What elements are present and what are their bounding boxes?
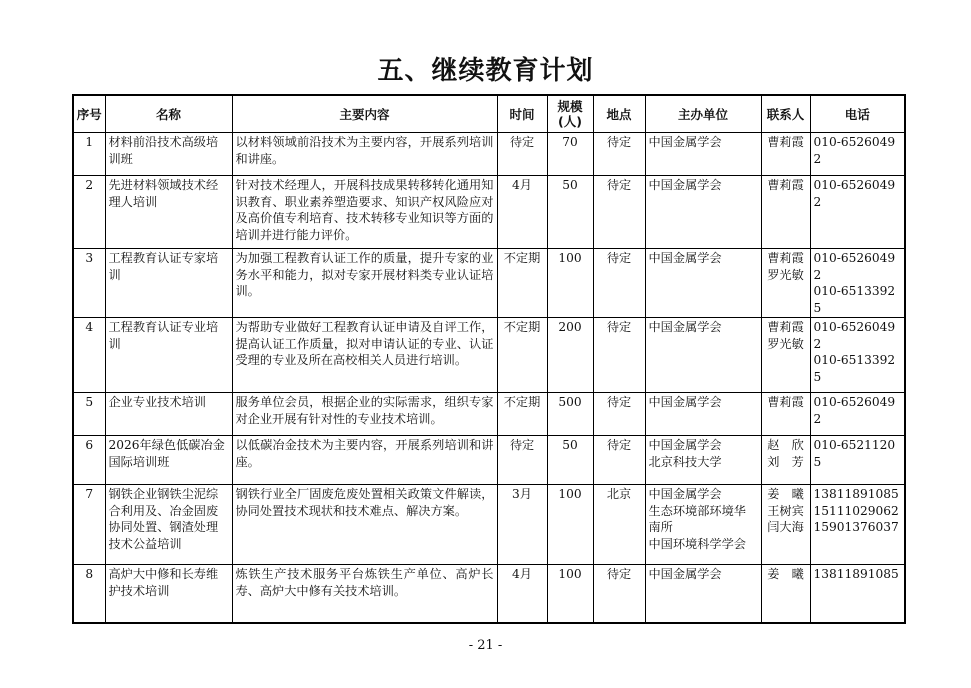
host-org-line: 中国金属学会 xyxy=(648,251,722,265)
row-number: 6 xyxy=(73,436,105,485)
contact-person-line: 曹莉霞 xyxy=(767,320,804,334)
host-org-line: 中国金属学会 xyxy=(648,320,722,334)
contact-person-line: 姜 曦 xyxy=(767,567,804,581)
training-name: 先进材料领域技术经理人培训 xyxy=(105,176,232,249)
host-org xyxy=(645,176,761,249)
phone-number-line: 010-65133925 xyxy=(813,353,896,384)
contact-person-line: 曹莉霞 xyxy=(767,395,804,409)
phone-number-line: 010-65260492 xyxy=(813,251,896,282)
place-cell: 待定 xyxy=(593,249,645,318)
main-content: 为加强工程教育认证工作的质量，提升专家的业务水平和能力，拟对专家开展材料类专业认证培训。 xyxy=(232,249,497,318)
main-content: 炼铁生产技术服务平台炼铁生产单位、高炉长寿、高炉大中修有关技术培训。 xyxy=(232,565,497,623)
header-host: 主办单位 xyxy=(645,95,761,133)
time-cell: 4月 xyxy=(497,176,547,249)
phone-number-line: 010-65260492 xyxy=(813,135,896,166)
phone-number xyxy=(810,176,905,249)
table-row xyxy=(73,436,905,485)
phone-number-line: 13811891085 xyxy=(813,567,899,581)
phone-number-line: 13811891085 xyxy=(813,487,899,501)
header-no: 序号 xyxy=(73,95,105,133)
scale-cell: 500 xyxy=(547,393,593,436)
contact-person xyxy=(761,565,810,623)
row-number: 2 xyxy=(73,176,105,249)
main-content: 针对技术经理人，开展科技成果转移转化通用知识教育、职业素养塑造要求、知识产权风险应对及高价值专利培育、技术转移专业知识等方面的培训并进行能力评价。 xyxy=(232,176,497,249)
table-row xyxy=(73,393,905,436)
contact-person-line: 曹莉霞 xyxy=(767,178,804,192)
training-name: 工程教育认证专家培训 xyxy=(105,249,232,318)
host-org-line: 生态环境部环境华南所 xyxy=(648,503,746,534)
contact-person xyxy=(761,249,810,318)
header-content: 主要内容 xyxy=(232,95,497,133)
phone-number xyxy=(810,393,905,436)
contact-person-line: 王树宾 xyxy=(767,503,804,518)
time-cell: 不定期 xyxy=(497,249,547,318)
scale-cell: 100 xyxy=(547,485,593,565)
time-cell: 待定 xyxy=(497,436,547,485)
training-name: 钢铁企业钢铁尘泥综合利用及、冶金固废协同处置、钢渣处理技术公益培训 xyxy=(105,485,232,565)
scale-cell: 100 xyxy=(547,249,593,318)
contact-person-line: 曹莉霞 xyxy=(767,135,804,149)
time-cell: 不定期 xyxy=(497,393,547,436)
table-row xyxy=(73,133,905,176)
contact-person-line: 姜 曦 xyxy=(767,487,804,501)
contact-person xyxy=(761,176,810,249)
table-row xyxy=(73,565,905,623)
host-org-line: 中国金属学会 xyxy=(648,438,722,452)
place-cell: 待定 xyxy=(593,393,645,436)
scale-cell: 50 xyxy=(547,436,593,485)
header-place: 地点 xyxy=(593,95,645,133)
row-number: 5 xyxy=(73,393,105,436)
header-phone: 电话 xyxy=(810,95,905,133)
place-cell: 待定 xyxy=(593,176,645,249)
place-cell: 待定 xyxy=(593,133,645,176)
contact-person-line: 闫大海 xyxy=(767,520,804,534)
contact-person-line: 曹莉霞 xyxy=(767,251,804,265)
main-content: 服务单位会员，根据企业的实际需求，组织专家对企业开展有针对性的专业技术培训。 xyxy=(232,393,497,436)
page-number: - 21 - xyxy=(468,638,503,653)
host-org-line: 中国金属学会 xyxy=(648,487,722,501)
table-row xyxy=(73,176,905,249)
time-cell: 待定 xyxy=(497,133,547,176)
row-number: 1 xyxy=(73,133,105,176)
place-cell: 待定 xyxy=(593,565,645,623)
phone-number xyxy=(810,249,905,318)
training-name: 企业专业技术培训 xyxy=(105,393,232,436)
host-org xyxy=(645,249,761,318)
scale-cell: 200 xyxy=(547,318,593,393)
contact-person xyxy=(761,318,810,393)
time-cell: 不定期 xyxy=(497,318,547,393)
host-org-line: 中国环境科学学会 xyxy=(648,536,746,551)
table-row xyxy=(73,249,905,318)
phone-number-line: 010-65260492 xyxy=(813,395,896,426)
phone-number-line: 010-65133925 xyxy=(813,284,896,315)
education-plan-table xyxy=(72,94,906,624)
table-row xyxy=(73,485,905,565)
contact-person-line: 赵 欣 xyxy=(767,438,804,452)
contact-person xyxy=(761,393,810,436)
contact-person-line: 罗光敏 xyxy=(767,267,804,282)
host-org-line: 中国金属学会 xyxy=(648,567,722,581)
host-org xyxy=(645,565,761,623)
host-org xyxy=(645,436,761,485)
phone-number-line: 010-65211205 xyxy=(813,438,896,469)
place-cell: 待定 xyxy=(593,318,645,393)
scale-cell: 100 xyxy=(547,565,593,623)
host-org-line: 中国金属学会 xyxy=(648,178,722,192)
time-cell: 4月 xyxy=(497,565,547,623)
scale-cell: 50 xyxy=(547,176,593,249)
row-number: 3 xyxy=(73,249,105,318)
main-content: 以材料领域前沿技术为主要内容，开展系列培训和讲座。 xyxy=(232,133,497,176)
phone-number xyxy=(810,133,905,176)
header-name: 名称 xyxy=(105,95,232,133)
place-cell: 北京 xyxy=(593,485,645,565)
place-cell: 待定 xyxy=(593,436,645,485)
host-org-line: 中国金属学会 xyxy=(648,395,722,409)
contact-person xyxy=(761,133,810,176)
host-org xyxy=(645,485,761,565)
page-title: 五、继续教育计划 xyxy=(377,56,594,86)
row-number: 8 xyxy=(73,565,105,623)
host-org xyxy=(645,133,761,176)
host-org xyxy=(645,318,761,393)
scale-cell: 70 xyxy=(547,133,593,176)
contact-person-line: 罗光敏 xyxy=(767,336,804,351)
header-scale: 规模 (人) xyxy=(547,95,593,133)
phone-number xyxy=(810,565,905,623)
header-row xyxy=(73,95,905,133)
table-row xyxy=(73,318,905,393)
main-content: 为帮助专业做好工程教育认证申请及自评工作，提高认证工作质量，拟对申请认证的专业、认证受理的专业及所在高校相关人员进行培训。 xyxy=(232,318,497,393)
main-content: 钢铁行业全厂固废危废处置相关政策文件解读，协同处置技术现状和技术难点、解决方案。 xyxy=(232,485,497,565)
phone-number xyxy=(810,318,905,393)
header-contact: 联系人 xyxy=(761,95,810,133)
phone-number xyxy=(810,485,905,565)
header-time: 时间 xyxy=(497,95,547,133)
training-name: 高炉大中修和长寿维护技术培训 xyxy=(105,565,232,623)
row-number: 4 xyxy=(73,318,105,393)
training-name: 材料前沿技术高级培训班 xyxy=(105,133,232,176)
contact-person xyxy=(761,485,810,565)
host-org-line: 北京科技大学 xyxy=(648,454,722,469)
training-name: 工程教育认证专业培训 xyxy=(105,318,232,393)
host-org-line: 中国金属学会 xyxy=(648,135,722,149)
phone-number-line: 010-65260492 xyxy=(813,320,896,351)
phone-number-line: 15111029062 xyxy=(813,503,899,518)
contact-person-line: 刘 芳 xyxy=(767,454,804,469)
phone-number xyxy=(810,436,905,485)
host-org xyxy=(645,393,761,436)
training-name: 2026年绿色低碳冶金国际培训班 xyxy=(105,436,232,485)
phone-number-line: 15901376037 xyxy=(813,520,899,534)
main-content: 以低碳冶金技术为主要内容，开展系列培训和讲座。 xyxy=(232,436,497,485)
phone-number-line: 010-65260492 xyxy=(813,178,896,209)
contact-person xyxy=(761,436,810,485)
time-cell: 3月 xyxy=(497,485,547,565)
row-number: 7 xyxy=(73,485,105,565)
